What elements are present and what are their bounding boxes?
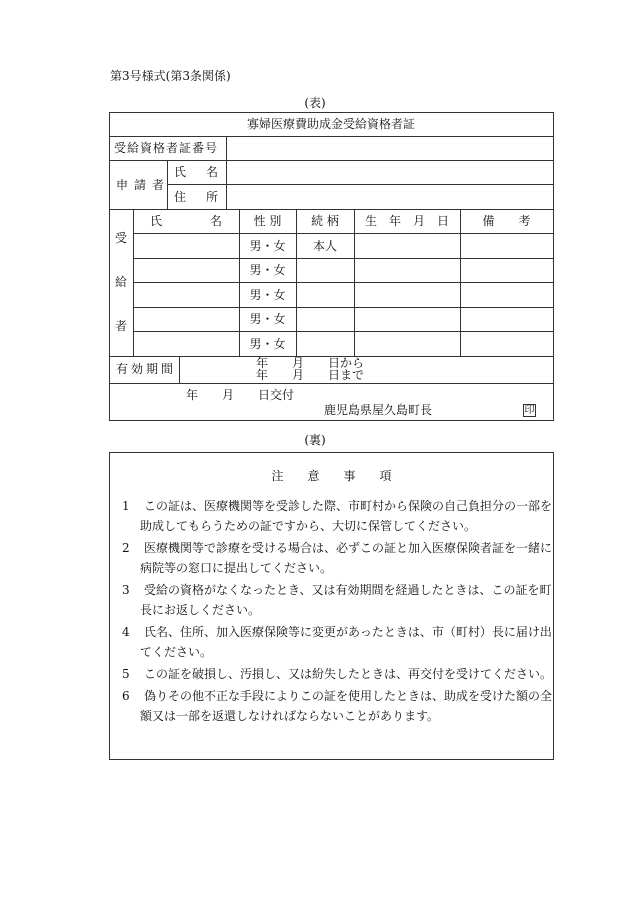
name-label: 氏 名: [174, 165, 223, 179]
notes-title: 注 意 事 項: [271, 469, 392, 483]
row-sex: 男・女: [249, 312, 286, 326]
note-text: この証は、医療機関等を受診した際、市町村から保険の自己負担分の一部を助成してもらうための証ですから、大切に保管してください。: [140, 499, 553, 533]
validity-label: 有効期間: [116, 362, 177, 376]
back-side-label: (裏): [304, 433, 326, 447]
note-item: [122, 664, 552, 684]
issue-date: 年 月 日交付: [186, 388, 295, 402]
note-item: [122, 496, 552, 536]
note-number: 2: [122, 541, 130, 555]
issuer: 鹿児島県屋久島町長: [324, 403, 433, 417]
note-item: [122, 622, 552, 662]
note-number: 3: [122, 583, 130, 597]
note-item: [122, 686, 552, 726]
column-dob: 生 年 月 日: [364, 214, 449, 228]
note-number: 6: [122, 689, 130, 703]
applicant-label: 申請者: [116, 178, 171, 192]
row-sex: 男・女: [249, 288, 286, 302]
validity-to: 年 月 日まで: [256, 368, 365, 382]
column-name: 氏 名: [149, 214, 222, 228]
column-relation: 続 柄: [311, 214, 339, 228]
note-text: 氏名、住所、加入医療保険等に変更があったときは、市（町村）長に届け出てください。: [140, 625, 552, 659]
row-sex: 男・女: [249, 263, 286, 277]
column-sex: 性 別: [253, 214, 282, 228]
row-sex: 男・女: [249, 239, 286, 253]
column-note: 備 考: [482, 214, 531, 228]
form-title: 寡婦医療費助成金受給資格者証: [246, 117, 415, 131]
form-number-header: 第3号様式(第3条関係): [110, 69, 231, 83]
validity-from: 年 月 日から: [256, 356, 365, 370]
note-text: 偽りその他不正な手段によりこの証を使用したときは、助成を受けた額の全額又は一部を返還しなければならないことがあります。: [140, 689, 553, 723]
note-text: この証を破損し、汚損し、又は紛失したときは、再交付を受けてください。: [144, 667, 553, 681]
recipients-label-char: 受: [114, 231, 127, 245]
cert-number-label: 受給資格者証番号: [114, 141, 219, 155]
row-sex: 男・女: [249, 337, 286, 351]
note-number: 4: [122, 625, 130, 639]
seal-mark: 印: [524, 405, 535, 416]
note-text: 医療機関等で診療を受ける場合は、必ずこの証と加入医療保険者証を一緒に病院等の窓口に提出してください。: [140, 541, 553, 575]
row-relation: 本人: [312, 239, 337, 253]
note-item: [122, 580, 552, 620]
note-item: [122, 538, 552, 578]
front-side-label: (表): [304, 96, 326, 110]
note-text: 受給の資格がなくなったとき、又は有効期間を経過したときは、この証を町長にお返しください。: [140, 583, 552, 617]
recipients-label-char: 給: [114, 275, 127, 289]
note-number: 1: [122, 499, 130, 513]
note-number: 5: [122, 667, 130, 681]
recipients-label-char: 者: [114, 319, 127, 333]
address-label: 住 所: [174, 190, 223, 204]
